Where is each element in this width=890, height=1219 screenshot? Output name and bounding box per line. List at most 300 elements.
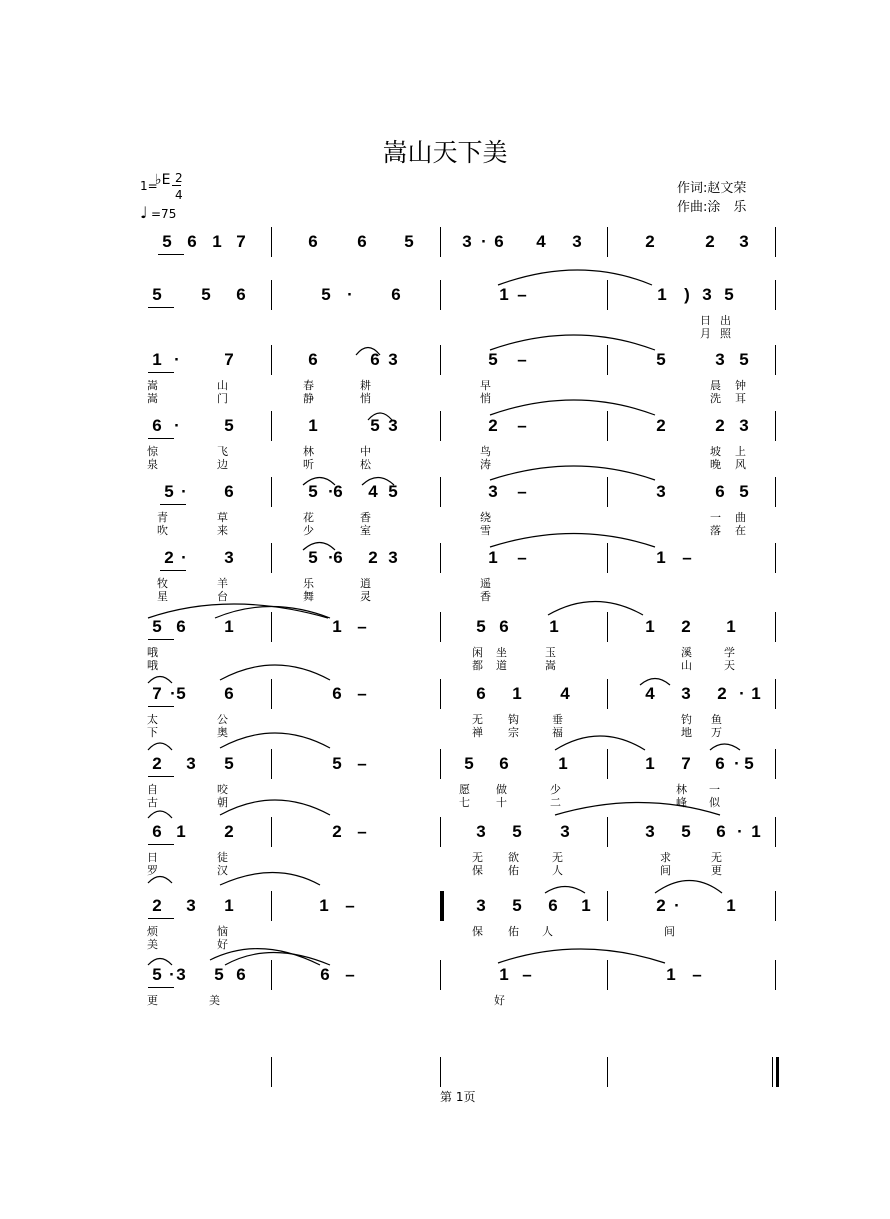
slur — [548, 602, 643, 616]
note: 2 — [152, 896, 162, 915]
lyric-line1: 徒 — [217, 851, 228, 864]
lyric-line2: 禅 — [472, 726, 483, 739]
note: 5 — [724, 285, 734, 304]
lyric-line1: 出 — [720, 314, 731, 327]
note: 5 — [739, 350, 749, 369]
note: 5 — [681, 822, 691, 841]
key-signature: 1= — [140, 179, 158, 193]
lyric-line2: 舞 — [303, 590, 314, 603]
note: 6 — [357, 232, 367, 251]
note: 5 — [370, 416, 380, 435]
note: · — [181, 482, 187, 501]
note: 4 — [536, 232, 546, 251]
note: 4 — [368, 482, 378, 501]
note: 6 — [152, 416, 162, 435]
note: – — [357, 754, 367, 773]
note: 5 — [739, 482, 749, 501]
slur — [490, 400, 655, 415]
lyric-line2: 朝 — [217, 796, 228, 809]
lyric-line2: 天 — [724, 659, 735, 672]
lyric-line2: 罗 — [147, 864, 158, 877]
slur — [148, 743, 172, 750]
lyric-line2: 山 — [681, 659, 692, 672]
slur — [148, 677, 172, 684]
lyric-line2: 松 — [360, 458, 371, 471]
lyric-line1: 林 — [303, 445, 314, 458]
note: 5 — [152, 285, 162, 304]
note: – — [522, 965, 532, 984]
slur — [215, 607, 330, 619]
note: 1 — [656, 548, 666, 567]
lyric-line1: 嵩 — [147, 379, 158, 392]
lyric-line2: 哦 — [147, 659, 158, 672]
note: 2 — [488, 416, 498, 435]
lyric-line1: 钟 — [735, 379, 746, 392]
note: ) — [684, 285, 690, 304]
lyric-line1: 乐 — [303, 577, 314, 590]
lyricist: 作词:赵文荣 — [677, 181, 747, 196]
note: 5 — [308, 548, 318, 567]
lyric-line1: 好 — [494, 994, 505, 1007]
note: 1 — [332, 617, 342, 636]
lyric-line2: 星 — [157, 590, 168, 603]
lyric-line1: 自 — [147, 783, 158, 796]
note: 3 — [224, 548, 234, 567]
lyric-line1: 咬 — [217, 783, 228, 796]
note: 2 — [705, 232, 715, 251]
lyric-line1: 做 — [496, 783, 507, 796]
slur — [220, 665, 330, 680]
note: 1 — [581, 896, 591, 915]
lyric-line2: 美 — [147, 938, 158, 951]
lyric-line2: 似 — [709, 796, 720, 809]
note: 1 — [499, 285, 509, 304]
note: 3 — [739, 416, 749, 435]
time-denominator: 4 — [175, 188, 183, 202]
note: 1 — [645, 617, 655, 636]
lyric-line1: 耕 — [360, 379, 371, 392]
note: 3 — [681, 684, 691, 703]
note: 6 — [236, 285, 246, 304]
lyric-line2: 间 — [660, 864, 671, 877]
lyric-line1: 林 — [676, 783, 687, 796]
note: 6 — [391, 285, 401, 304]
slur — [490, 466, 655, 480]
lyric-line2: 人 — [552, 864, 563, 877]
lyric-line1: 太 — [147, 713, 158, 726]
slur — [303, 543, 335, 551]
lyric-line2: 室 — [360, 524, 371, 537]
note: 7 — [236, 232, 246, 251]
slur — [148, 811, 172, 818]
lyric-line2: 香 — [480, 590, 491, 603]
lyric-line1: 牧 — [157, 577, 168, 590]
lyric-line2: 古 — [147, 796, 158, 809]
lyric-line1: 无 — [552, 851, 563, 864]
note: 1 — [512, 684, 522, 703]
note: – — [345, 896, 355, 915]
slur — [220, 733, 330, 748]
note: 1 — [212, 232, 222, 251]
note: 7 — [681, 754, 691, 773]
slur — [655, 881, 722, 894]
lyric-line1: 更 — [147, 994, 158, 1007]
lyric-line1: 草 — [217, 511, 228, 524]
note: – — [682, 548, 692, 567]
lyric-line1: 间 — [664, 925, 675, 938]
note: 6 — [152, 822, 162, 841]
note: 5 — [512, 896, 522, 915]
note: 1 — [751, 684, 761, 703]
note: · — [169, 965, 175, 984]
note: 6 — [499, 754, 509, 773]
note: · — [174, 350, 180, 369]
lyric-line1: 学 — [724, 646, 735, 659]
note: · — [181, 548, 187, 567]
note: 1 — [657, 285, 667, 304]
lyric-line2: 落 — [710, 524, 721, 537]
lyric-line2: 宗 — [508, 726, 519, 739]
note: 3 — [388, 350, 398, 369]
lyric-line1: 青 — [157, 511, 168, 524]
lyric-line2: 汉 — [217, 864, 228, 877]
note: – — [517, 482, 527, 501]
slur — [220, 873, 320, 886]
lyric-line1: 日 — [700, 314, 711, 327]
note: · — [328, 482, 334, 501]
note: 6 — [715, 754, 725, 773]
note: 5 — [488, 350, 498, 369]
lyric-line1: 闲 — [472, 646, 483, 659]
note: 6 — [308, 350, 318, 369]
lyric-line1: 保 — [472, 925, 483, 938]
note: – — [357, 822, 367, 841]
lyric-line1: 佑 — [508, 925, 519, 938]
note: – — [357, 684, 367, 703]
slur — [490, 335, 655, 350]
lyric-line2: 台 — [217, 590, 228, 603]
note: 6 — [332, 684, 342, 703]
slur — [555, 803, 720, 816]
note: 1 — [499, 965, 509, 984]
note: 5 — [388, 482, 398, 501]
lyric-line2: 更 — [711, 864, 722, 877]
lyric-line1: 晨 — [710, 379, 721, 392]
lyric-line1: 坐 — [496, 646, 507, 659]
lyric-line2: 门 — [217, 392, 228, 405]
lyric-line2: 奥 — [217, 726, 228, 739]
note: 5 — [744, 754, 754, 773]
note: 2 — [717, 684, 727, 703]
note: 6 — [548, 896, 558, 915]
slur — [356, 348, 380, 356]
lyric-line2: 照 — [720, 327, 731, 340]
lyric-line1: 人 — [542, 925, 553, 938]
slur — [710, 744, 740, 750]
lyric-line1: 哦 — [147, 646, 158, 659]
lyric-line2: 边 — [217, 458, 228, 471]
lyric-line2: 十 — [496, 796, 507, 809]
note: · — [170, 684, 176, 703]
note: 6 — [320, 965, 330, 984]
note: 1 — [751, 822, 761, 841]
note: 3 — [176, 965, 186, 984]
lyric-line2: 嵩 — [545, 659, 556, 672]
lyric-line1: 钓 — [681, 713, 692, 726]
slur — [148, 959, 172, 966]
note: · — [481, 232, 487, 251]
lyric-line2: 佑 — [508, 864, 519, 877]
note: 5 — [176, 684, 186, 703]
lyric-line1: 中 — [360, 445, 371, 458]
note: 4 — [645, 684, 655, 703]
lyric-line2: 泉 — [147, 458, 158, 471]
note: · — [739, 684, 745, 703]
note: 3 — [186, 754, 196, 773]
note: 3 — [476, 896, 486, 915]
note: 5 — [404, 232, 414, 251]
lyric-line2: 风 — [735, 458, 746, 471]
note: – — [517, 548, 527, 567]
slur — [498, 270, 652, 285]
lyric-line1: 垂 — [552, 713, 563, 726]
note: 3 — [715, 350, 725, 369]
note: 6 — [308, 232, 318, 251]
note: 5 — [321, 285, 331, 304]
note: 6 — [494, 232, 504, 251]
lyric-line1: 香 — [360, 511, 371, 524]
slur — [640, 679, 670, 686]
note: 3 — [739, 232, 749, 251]
slur — [545, 887, 585, 894]
note: 1 — [319, 896, 329, 915]
note: · — [674, 896, 680, 915]
lyric-line1: 鱼 — [711, 713, 722, 726]
note: 6 — [236, 965, 246, 984]
lyric-line2: 好 — [217, 938, 228, 951]
note: 1 — [308, 416, 318, 435]
lyric-line2: 雪 — [480, 524, 491, 537]
note: 5 — [214, 965, 224, 984]
composer: 作曲:涂 乐 — [677, 200, 747, 215]
slur — [362, 478, 394, 486]
note: 6 — [370, 350, 380, 369]
note: 1 — [488, 548, 498, 567]
lyric-line1: 日 — [147, 851, 158, 864]
note: – — [692, 965, 702, 984]
note: · — [174, 416, 180, 435]
note: 2 — [164, 548, 174, 567]
lyric-line2: 晚 — [710, 458, 721, 471]
note: 2 — [224, 822, 234, 841]
note: – — [357, 617, 367, 636]
lyric-line1: 坡 — [710, 445, 721, 458]
note: 6 — [499, 617, 509, 636]
note: – — [517, 285, 527, 304]
note: 5 — [476, 617, 486, 636]
time-numerator: 2 — [175, 171, 183, 185]
note: 3 — [488, 482, 498, 501]
note: 3 — [462, 232, 472, 251]
note: 1 — [726, 617, 736, 636]
lyric-line1: 烦 — [147, 925, 158, 938]
lyric-line1: 一 — [709, 783, 720, 796]
slur — [555, 736, 645, 750]
note: 3 — [388, 416, 398, 435]
note: 1 — [152, 350, 162, 369]
note: 6 — [716, 822, 726, 841]
lyric-line1: 早 — [480, 379, 491, 392]
lyric-line1: 无 — [472, 851, 483, 864]
lyric-line2: 悄 — [480, 392, 491, 405]
note: 2 — [645, 232, 655, 251]
lyric-line2: 在 — [735, 524, 746, 537]
note: 5 — [201, 285, 211, 304]
note: 5 — [464, 754, 474, 773]
note: 6 — [715, 482, 725, 501]
lyric-line1: 公 — [217, 713, 228, 726]
lyric-line2: 悄 — [360, 392, 371, 405]
lyric-line1: 恼 — [217, 925, 228, 938]
lyric-line2: 少 — [303, 524, 314, 537]
note: · — [328, 548, 334, 567]
lyric-line1: 求 — [660, 851, 671, 864]
note: 6 — [333, 482, 343, 501]
slur — [148, 877, 172, 884]
lyric-line2: 听 — [303, 458, 314, 471]
lyric-line2: 洗 — [710, 392, 721, 405]
tempo-note-icon: ♩ — [140, 203, 148, 222]
page-number: 第 1页 — [440, 1090, 476, 1104]
lyric-line2: 灵 — [360, 590, 371, 603]
note: · — [347, 285, 353, 304]
note: 3 — [560, 822, 570, 841]
lyric-line1: 山 — [217, 379, 228, 392]
lyric-line1: 少 — [550, 783, 561, 796]
note: 5 — [224, 416, 234, 435]
note: – — [517, 416, 527, 435]
note: 3 — [186, 896, 196, 915]
note: 2 — [332, 822, 342, 841]
slur — [490, 534, 655, 548]
lyric-line1: 钩 — [508, 713, 519, 726]
lyric-line2: 月 — [700, 327, 711, 340]
note: – — [517, 350, 527, 369]
lyric-line1: 羊 — [217, 577, 228, 590]
note: 1 — [176, 822, 186, 841]
note: 1 — [549, 617, 559, 636]
note: 6 — [224, 684, 234, 703]
note: – — [345, 965, 355, 984]
note: · — [737, 822, 743, 841]
note: 1 — [224, 617, 234, 636]
lyric-line2: 二 — [550, 796, 561, 809]
lyric-line1: 欲 — [508, 851, 519, 864]
note: 5 — [162, 232, 172, 251]
lyric-line2: 耳 — [735, 392, 746, 405]
note: 3 — [645, 822, 655, 841]
note: 2 — [152, 754, 162, 773]
lyric-line1: 上 — [735, 445, 746, 458]
note: 7 — [224, 350, 234, 369]
note: 2 — [715, 416, 725, 435]
lyric-line1: 愿 — [459, 783, 470, 796]
slur — [220, 800, 330, 815]
lyric-line1: 曲 — [735, 511, 746, 524]
lyric-line2: 静 — [303, 392, 314, 405]
note: 3 — [572, 232, 582, 251]
note: 6 — [187, 232, 197, 251]
note: 6 — [176, 617, 186, 636]
note: 5 — [224, 754, 234, 773]
note: 5 — [656, 350, 666, 369]
lyric-line1: 逍 — [360, 577, 371, 590]
lyric-line1: 玉 — [545, 646, 556, 659]
note: 5 — [152, 617, 162, 636]
note: 7 — [152, 684, 162, 703]
lyric-line1: 无 — [711, 851, 722, 864]
lyric-line1: 绕 — [480, 511, 491, 524]
note: 3 — [476, 822, 486, 841]
slur — [368, 413, 392, 420]
lyric-line2: 万 — [711, 726, 722, 739]
page-title: 嵩山天下美 — [382, 138, 508, 167]
lyric-line2: 地 — [681, 726, 692, 739]
lyric-line1: 美 — [209, 994, 220, 1007]
note: 5 — [308, 482, 318, 501]
note: 3 — [702, 285, 712, 304]
note: 6 — [333, 548, 343, 567]
lyric-line2: 嵩 — [147, 392, 158, 405]
lyric-line2: 道 — [496, 659, 507, 672]
note: 1 — [645, 754, 655, 773]
lyric-line2: 涛 — [480, 458, 491, 471]
lyric-line1: 春 — [303, 379, 314, 392]
lyric-line2: 峰 — [676, 796, 687, 809]
lyric-line1: 遥 — [480, 577, 491, 590]
note: 1 — [666, 965, 676, 984]
note: · — [734, 754, 740, 773]
note: 6 — [476, 684, 486, 703]
note: 5 — [152, 965, 162, 984]
note: 2 — [656, 896, 666, 915]
slur — [225, 953, 330, 966]
lyric-line1: 花 — [303, 511, 314, 524]
slur — [498, 949, 665, 963]
note: 5 — [164, 482, 174, 501]
note: 4 — [560, 684, 570, 703]
lyric-line1: 惊 — [147, 445, 158, 458]
lyric-line2: 福 — [552, 726, 563, 739]
note: 2 — [681, 617, 691, 636]
note: 5 — [332, 754, 342, 773]
slur — [303, 478, 335, 486]
lyric-line2: 保 — [472, 864, 483, 877]
lyric-line2: 都 — [472, 659, 483, 672]
tempo-value: =75 — [151, 207, 177, 221]
lyric-line1: 飞 — [217, 445, 228, 458]
lyric-line2: 吹 — [157, 524, 168, 537]
lyric-line1: 鸟 — [480, 445, 491, 458]
flat-key: ♭E — [155, 172, 171, 188]
note: 3 — [388, 548, 398, 567]
note: 6 — [224, 482, 234, 501]
lyric-line2: 来 — [217, 524, 228, 537]
note: 1 — [726, 896, 736, 915]
note: 1 — [224, 896, 234, 915]
note: 5 — [512, 822, 522, 841]
lyric-line2: 下 — [147, 726, 158, 739]
